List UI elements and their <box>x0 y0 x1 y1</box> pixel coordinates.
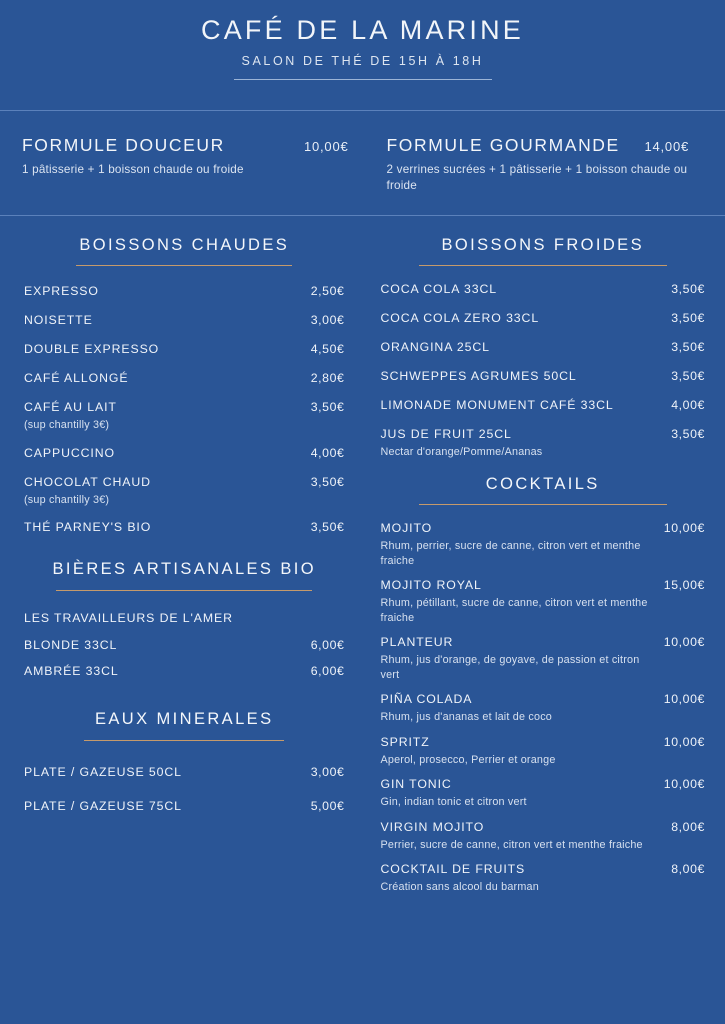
item-name: NOISETTE <box>24 313 93 328</box>
item-name: LIMONADE MONUMENT CAFÉ 33CL <box>380 398 614 413</box>
item-subtext: Création sans alcool du barman <box>380 881 539 894</box>
section-title: EAUX MINERALES <box>95 710 274 729</box>
menu-item <box>381 311 706 327</box>
section-rule <box>56 590 312 591</box>
item-price: 10,00€ <box>663 520 705 535</box>
item-name: CAPPUCCINO <box>24 445 115 460</box>
item-price: 8,00€ <box>671 862 705 877</box>
item-price: 2,50€ <box>310 284 345 299</box>
item-price: 3,50€ <box>310 400 345 415</box>
item-name: CHOCOLAT CHAUD <box>24 474 151 489</box>
menu-item <box>24 664 345 680</box>
item-name: ORANGINA 25CL <box>380 340 490 355</box>
item-price: 3,50€ <box>310 520 345 535</box>
menu-item <box>381 398 706 414</box>
item-price: 3,50€ <box>310 474 345 489</box>
item-name: AMBRÉE 33CL <box>24 664 119 679</box>
item-price: 8,00€ <box>671 819 705 834</box>
item-price: 6,00€ <box>310 664 345 679</box>
item-price: 10,00€ <box>663 692 705 707</box>
menu-item <box>24 371 345 387</box>
menu-columns <box>0 216 725 905</box>
menu-item <box>24 638 345 654</box>
bieres-items <box>24 611 345 681</box>
item-subtext: Rhum, pétillant, sucre de canne, citron vert et menthe fraiche <box>380 597 648 624</box>
item-subtext: Rhum, perrier, sucre de canne, citron vert et menthe fraiche <box>380 539 641 567</box>
section-boissons-chaudes-header <box>24 234 345 266</box>
section-rule <box>76 265 292 266</box>
item-subtext: Aperol, prosecco, Perrier et orange <box>380 753 556 766</box>
item-subtext: Rhum, jus d'orange, de goyave, de passion et citron vert <box>380 654 640 681</box>
formule-name: FORMULE GOURMANDE <box>386 134 620 155</box>
formule-name: FORMULE DOUCEUR <box>22 134 225 155</box>
menu-item <box>381 862 706 895</box>
item-price: 3,50€ <box>671 311 705 326</box>
section-title: BOISSONS CHAUDES <box>79 235 290 254</box>
item-subtext: Perrier, sucre de canne, citron vert et menthe fraiche <box>380 838 643 851</box>
formule-description: 2 verrines sucrées + 1 pâtisserie + 1 boisson chaude ou froide <box>386 162 688 193</box>
formule-price: 14,00€ <box>644 138 689 154</box>
item-price: 3,00€ <box>310 313 345 328</box>
left-column <box>0 216 363 905</box>
item-name: MOJITO <box>380 520 433 535</box>
item-name: CAFÉ AU LAIT <box>24 400 117 415</box>
eaux-items <box>24 765 345 815</box>
item-name: SCHWEPPES AGRUMES 50CL <box>380 369 577 384</box>
item-price: 3,50€ <box>671 340 705 355</box>
item-subtext: Rhum, jus d'ananas et lait de coco <box>380 711 553 724</box>
item-subtext: (sup chantilly 3€) <box>24 419 110 432</box>
menu-item <box>24 400 345 433</box>
menu-item <box>24 765 345 781</box>
item-name: EXPRESSO <box>24 284 99 299</box>
menu-item <box>381 282 706 298</box>
item-subtext: Nectar d'orange/Pomme/Ananas <box>380 446 543 459</box>
item-name: PLATE / GAZEUSE 50CL <box>24 764 182 779</box>
section-rule <box>419 265 667 266</box>
menu-item <box>381 521 706 568</box>
section-rule <box>84 740 284 741</box>
item-price: 5,00€ <box>310 798 345 813</box>
right-column <box>363 216 725 905</box>
item-price: 2,80€ <box>310 371 345 386</box>
item-name: JUS DE FRUIT 25CL <box>380 427 512 442</box>
item-name: SPRITZ <box>380 734 430 749</box>
formule-gourmande <box>363 135 704 195</box>
item-price: 3,50€ <box>671 427 705 442</box>
menu-item <box>24 313 345 329</box>
item-price: 3,50€ <box>671 369 705 384</box>
section-title: COCKTAILS <box>485 474 600 493</box>
item-name: COCA COLA ZERO 33CL <box>380 311 540 326</box>
menu-item <box>381 635 706 682</box>
item-name: MOJITO ROYAL <box>380 578 482 593</box>
page-subtitle: SALON DE THÉ DE 15H À 18H <box>241 53 484 68</box>
item-name: DOUBLE EXPRESSO <box>24 342 160 357</box>
menu-item <box>381 820 706 853</box>
item-price: 3,50€ <box>671 282 705 297</box>
formule-douceur <box>22 135 363 195</box>
menu-item <box>381 578 706 625</box>
menu-header <box>0 0 725 80</box>
cocktails-items <box>381 521 706 895</box>
section-bieres-header <box>24 558 345 590</box>
menu-item <box>24 611 345 627</box>
menu-item <box>24 799 345 815</box>
formule-description: 1 pâtisserie + 1 boisson chaude ou froide <box>22 162 244 176</box>
item-name: PIÑA COLADA <box>380 692 473 707</box>
item-subtext: (sup chantilly 3€) <box>24 493 110 506</box>
item-name: COCA COLA 33CL <box>380 282 497 297</box>
item-name: COCKTAIL DE FRUITS <box>380 862 526 877</box>
menu-item <box>381 777 706 810</box>
formule-price: 10,00€ <box>303 138 349 154</box>
item-price: 10,00€ <box>663 734 705 749</box>
item-price: 3,00€ <box>310 764 345 779</box>
item-price: 10,00€ <box>663 777 705 792</box>
menu-item <box>24 446 345 462</box>
item-name: VIRGIN MOJITO <box>380 819 485 834</box>
formules-block <box>0 111 725 215</box>
menu-item <box>24 284 345 300</box>
item-name: LES TRAVAILLEURS DE L'AMER <box>24 610 233 625</box>
item-price: 4,50€ <box>310 342 345 357</box>
item-name: PLANTEUR <box>380 635 454 650</box>
section-cocktails-header <box>381 473 706 505</box>
menu-item <box>24 475 345 508</box>
menu-item <box>381 692 706 725</box>
boissons-chaudes-items <box>24 284 345 536</box>
section-rule <box>419 504 667 505</box>
item-price: 4,00€ <box>310 445 345 460</box>
menu-item <box>24 342 345 358</box>
item-name: BLONDE 33CL <box>24 638 118 653</box>
section-boissons-froides-header <box>381 234 706 266</box>
page-title: CAFÉ DE LA MARINE <box>201 15 524 45</box>
item-subtext: Gin, indian tonic et citron vert <box>380 796 527 809</box>
menu-item <box>381 340 706 356</box>
item-price: 4,00€ <box>671 398 705 413</box>
item-price: 6,00€ <box>310 638 345 653</box>
item-price: 15,00€ <box>663 578 705 593</box>
section-title: BOISSONS FROIDES <box>441 235 644 254</box>
section-eaux-header <box>24 708 345 740</box>
boissons-froides-items <box>381 282 706 459</box>
item-price: 10,00€ <box>663 635 705 650</box>
item-name: THÉ PARNEY'S BIO <box>24 520 152 535</box>
section-title: BIÈRES ARTISANALES BIO <box>52 560 316 579</box>
menu-item <box>381 427 706 460</box>
item-name: CAFÉ ALLONGÉ <box>24 371 129 386</box>
menu-item <box>24 520 345 536</box>
item-name: GIN TONIC <box>380 777 452 792</box>
menu-item <box>381 735 706 768</box>
item-name: PLATE / GAZEUSE 75CL <box>24 798 182 813</box>
menu-item <box>381 369 706 385</box>
